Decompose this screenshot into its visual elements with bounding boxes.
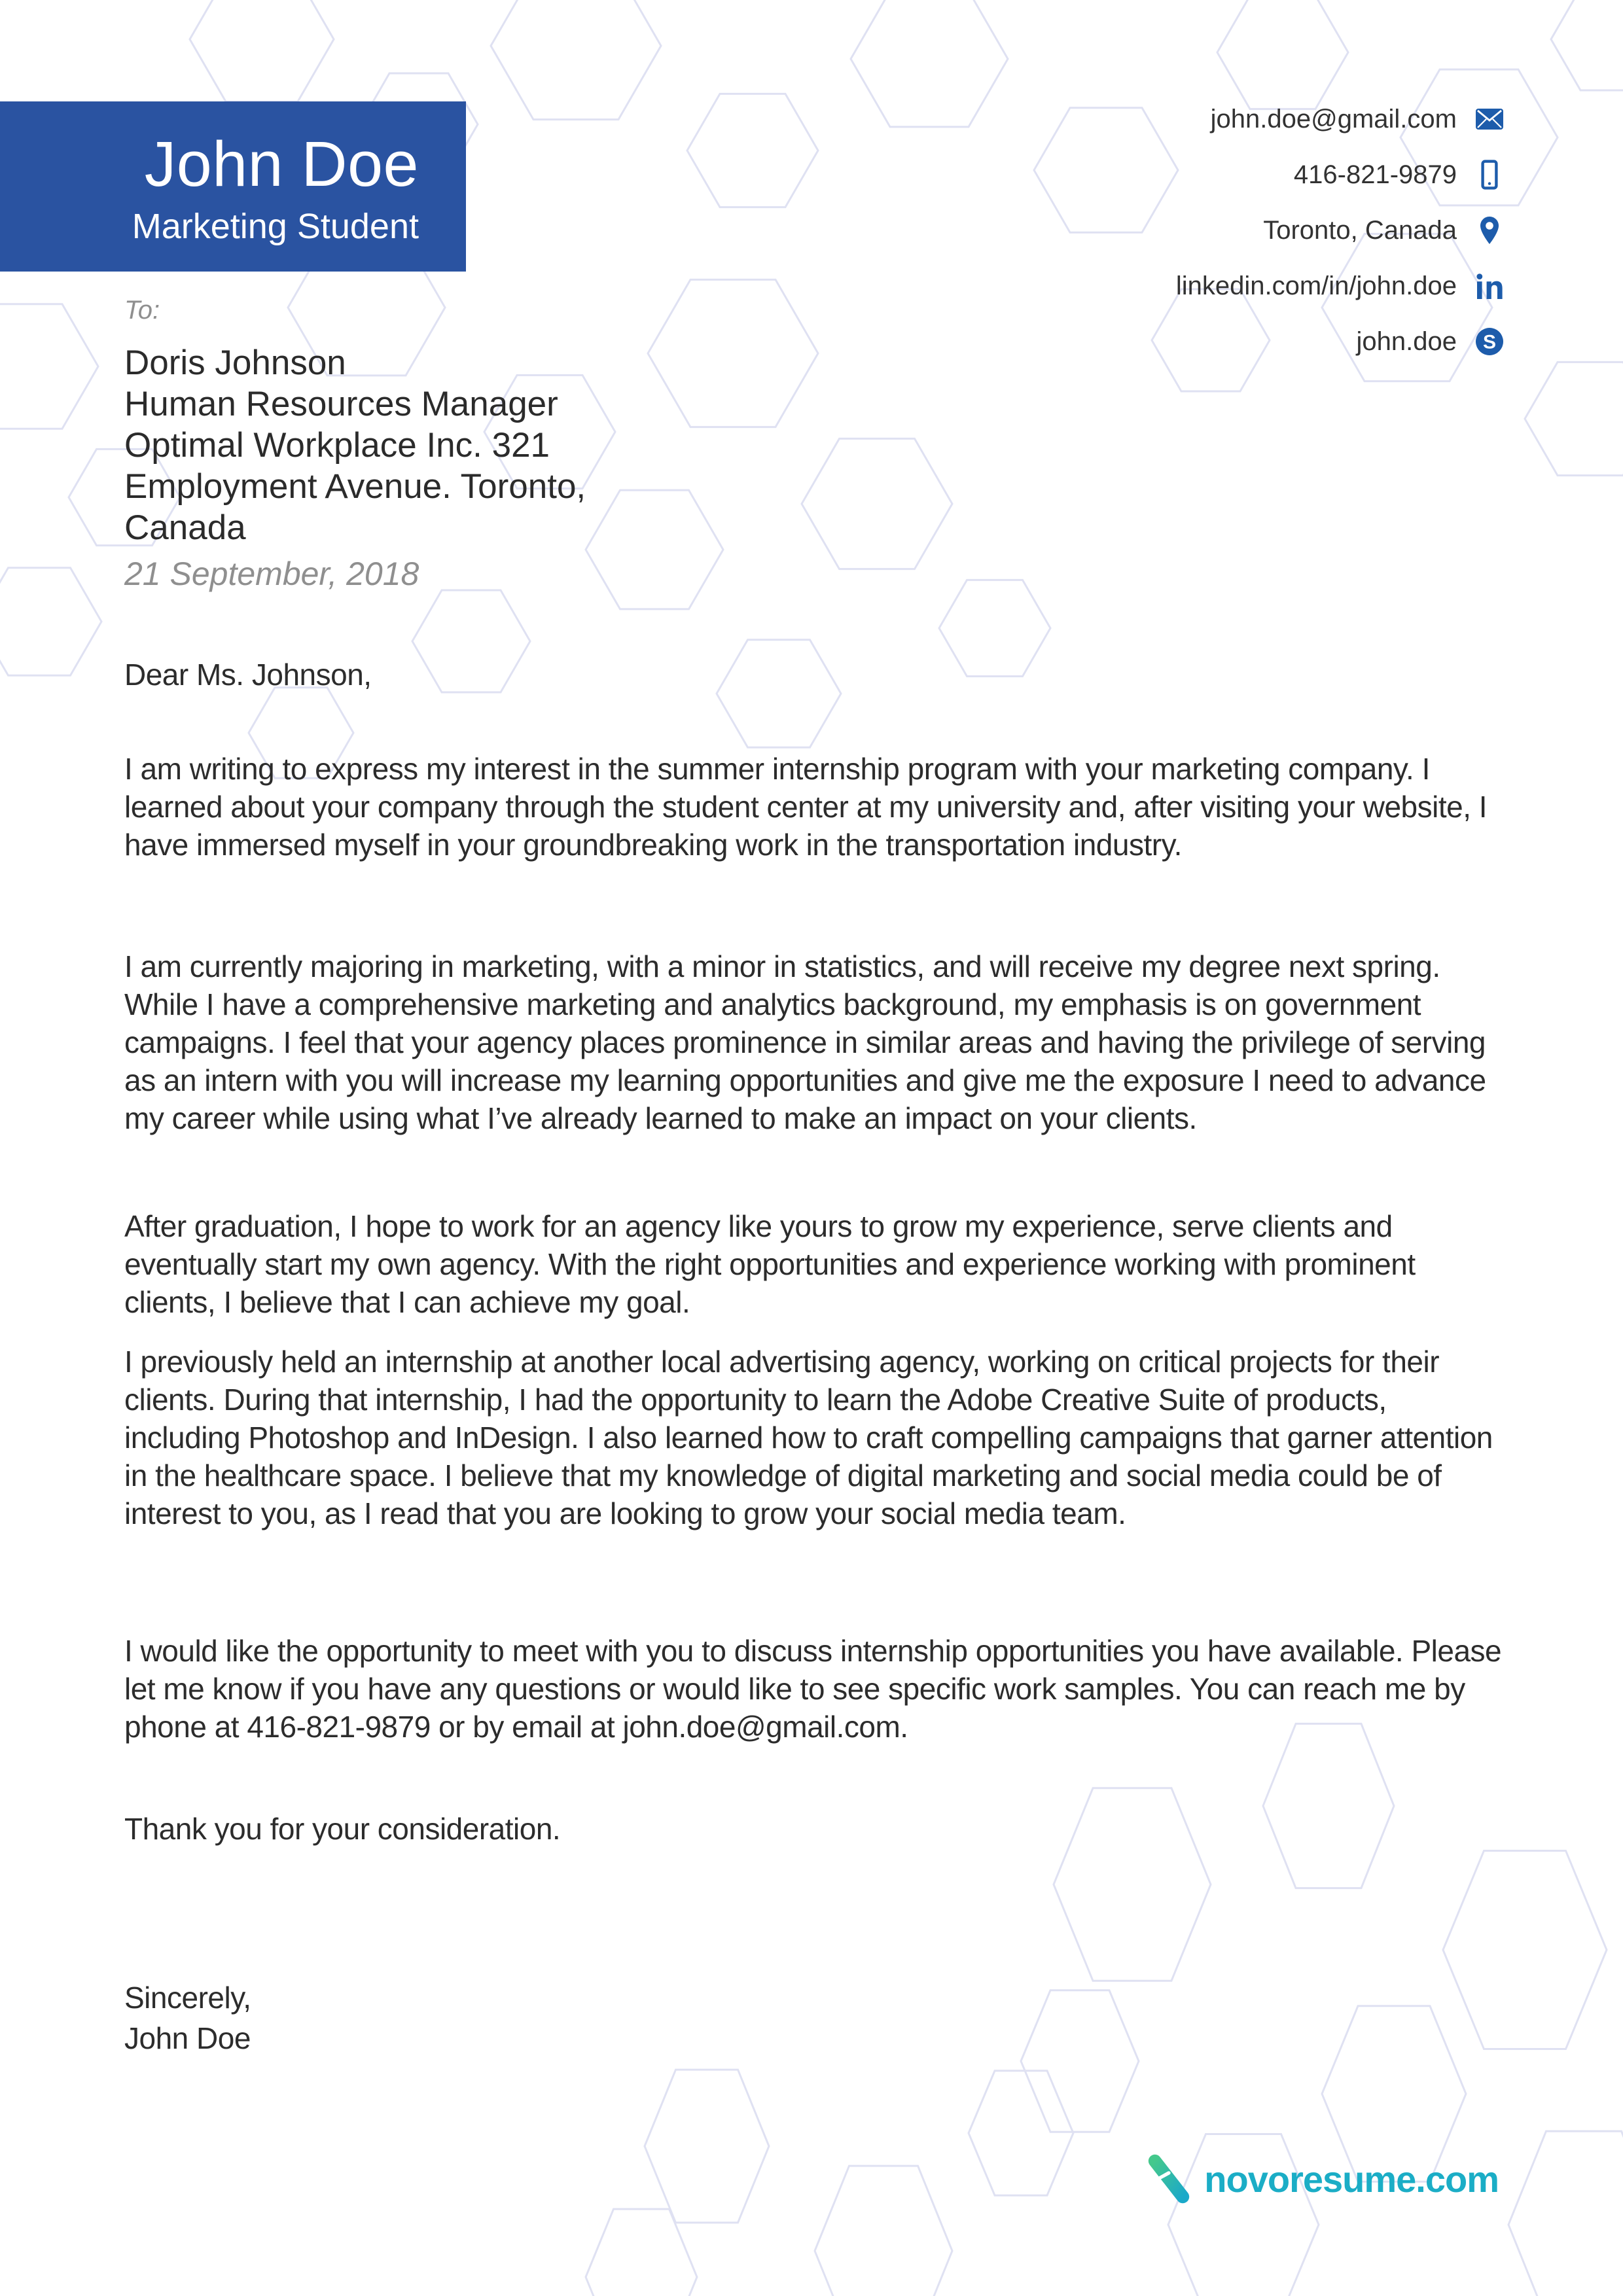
letter-date: 21 September, 2018 <box>124 556 419 592</box>
contact-phone-label: 416-821-9879 <box>1293 160 1457 189</box>
contact-email[interactable] <box>1176 103 1505 135</box>
contact-linkedin[interactable] <box>1176 270 1505 302</box>
letter-paragraph-5: I would like the opportunity to meet with you to discuss internship opportunities you have available. Please let me know if you have any questions or would like to see specific work samples. You can reach me by phone at 416-821-9879 or by email at john.doe@gmail.com. <box>124 1634 1502 1744</box>
recipient-block <box>124 296 586 593</box>
to-label: To: <box>124 296 160 325</box>
letter-paragraph-1: I am writing to express my interest in the summer internship program with your marketing company. I learned about your company through the student center at my university and, after visiting your website, I have immersed myself in your groundbreaking work in the transportation industry. <box>124 752 1488 862</box>
recipient-address: Employment Avenue. Toronto, <box>124 467 586 506</box>
letter-paragraph-2: I am currently majoring in marketing, with a minor in statistics, and will receive my degree next spring. While I have a comprehensive marketing and analytics background, my emphasis is on government campaigns. I feel that your agency places prominence in similar areas and having the privilege of serving as an intern with you will increase my learning opportunities and give me the exposure I need to advance my career while using what I’ve already learned to make an impact on your clients. <box>124 949 1486 1135</box>
linkedin-icon <box>1474 270 1505 302</box>
contact-email-label: john.doe@gmail.com <box>1210 104 1457 133</box>
contact-location-label: Toronto, Canada <box>1263 215 1457 245</box>
skype-icon <box>1474 326 1505 357</box>
signature-block <box>124 1977 1507 2058</box>
novoresume-n-icon <box>1144 2154 1194 2204</box>
svg-text:S: S <box>1482 331 1497 353</box>
person-title: Marketing Student <box>132 207 419 246</box>
person-name: John Doe <box>144 128 419 200</box>
contact-phone[interactable] <box>1176 159 1505 190</box>
mobile-phone-icon <box>1474 159 1505 190</box>
recipient-country: Canada <box>124 508 246 547</box>
contact-skype[interactable] <box>1176 326 1505 357</box>
recipient-name: Doris Johnson <box>124 344 346 382</box>
letter-paragraph-4: I previously held an internship at another local advertising agency, working on critical projects for their clients. During that internship, I had the opportunity to learn the Adobe Creative Suite of products, including Photoshop and InDesign. I also learned how to craft compelling campaigns that garner attention in the healthcare space. I believe that my knowledge of digital marketing and social media could be of interest to you, as I read that you are looking to grow your social media team. <box>124 1345 1493 1530</box>
contact-info <box>1176 103 1505 381</box>
salutation: Dear Ms. Johnson, <box>124 658 372 692</box>
signoff: Sincerely, <box>124 1981 251 2015</box>
contact-location <box>1176 215 1505 246</box>
contact-linkedin-label: linkedin.com/in/john.doe <box>1175 271 1457 300</box>
contact-skype-label: john.doe <box>1356 327 1457 356</box>
letter-paragraph-6: Thank you for your consideration. <box>124 1812 561 1846</box>
letter-paragraph-3: After graduation, I hope to work for an agency like yours to grow my experience, serve clients and eventually start my own agency. With the right opportunities and experience working with prominent clients, I believe that I can achieve my goal. <box>124 1209 1416 1319</box>
novoresume-logo[interactable] <box>1144 2154 1499 2204</box>
recipient-role: Human Resources Manager <box>124 385 558 423</box>
header-name-plate <box>0 101 466 272</box>
location-pin-icon <box>1474 215 1505 246</box>
recipient-company: Optimal Workplace Inc. 321 <box>124 426 550 465</box>
signature: John Doe <box>124 2021 251 2055</box>
novoresume-brand-text: novoresume.com <box>1204 2158 1499 2200</box>
envelope-icon <box>1474 103 1505 135</box>
